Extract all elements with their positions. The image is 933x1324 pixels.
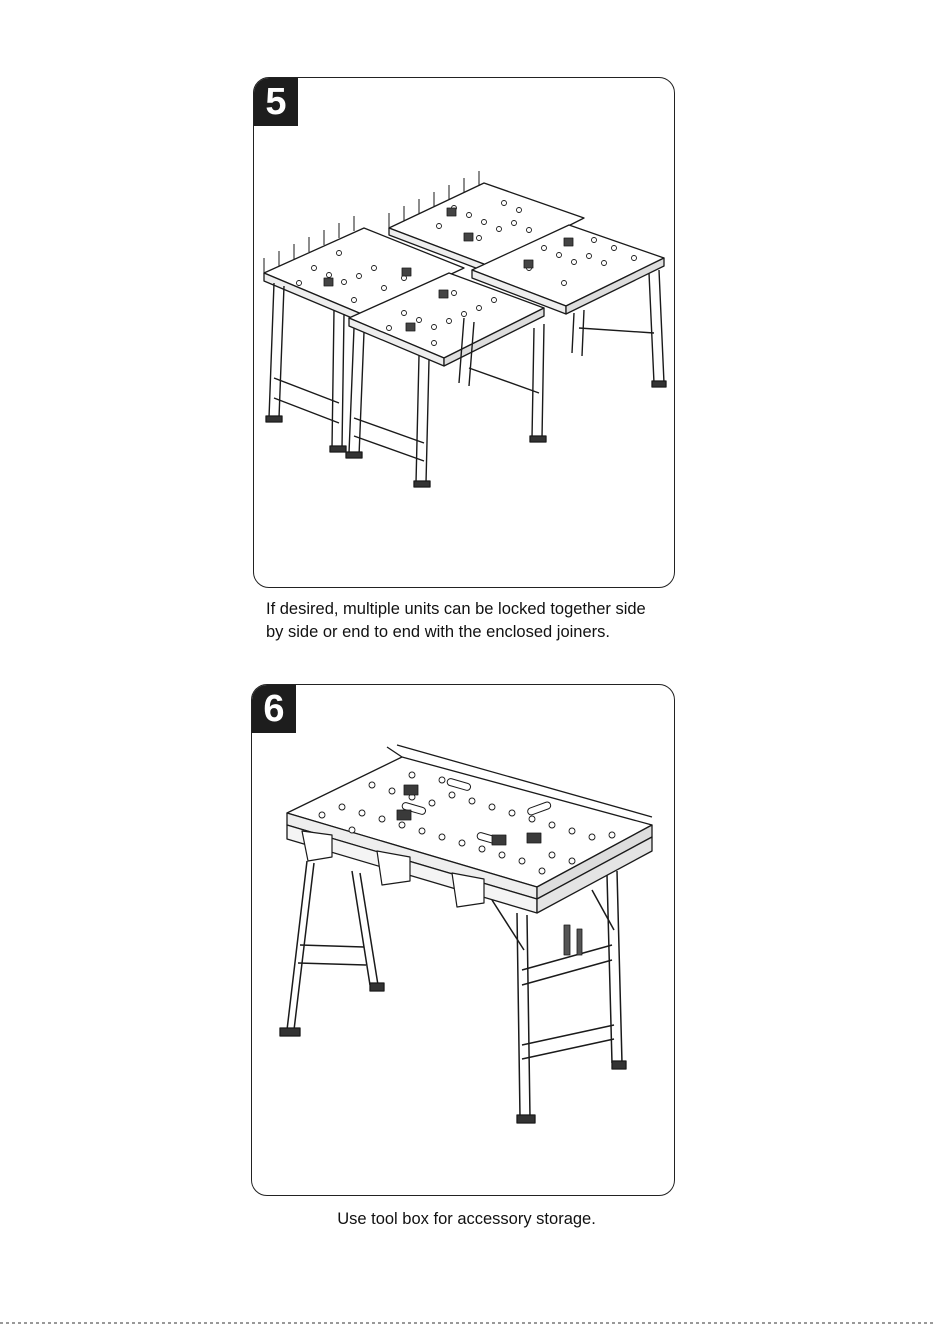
workbench-toolbox-illustration [252, 685, 675, 1196]
caption-line: If desired, multiple units can be locked together side [266, 600, 646, 618]
step-5-caption [266, 598, 676, 644]
step-number-badge: 6 [252, 685, 296, 733]
step-number-badge: 5 [254, 78, 298, 126]
joined-workbenches-illustration [254, 78, 675, 588]
step-6-caption: Use tool box for accessory storage. [337, 1210, 596, 1228]
step-6-panel [251, 684, 675, 1196]
step-5-panel [253, 77, 675, 588]
caption-line: by side or end to end with the enclosed joiners. [266, 623, 610, 641]
